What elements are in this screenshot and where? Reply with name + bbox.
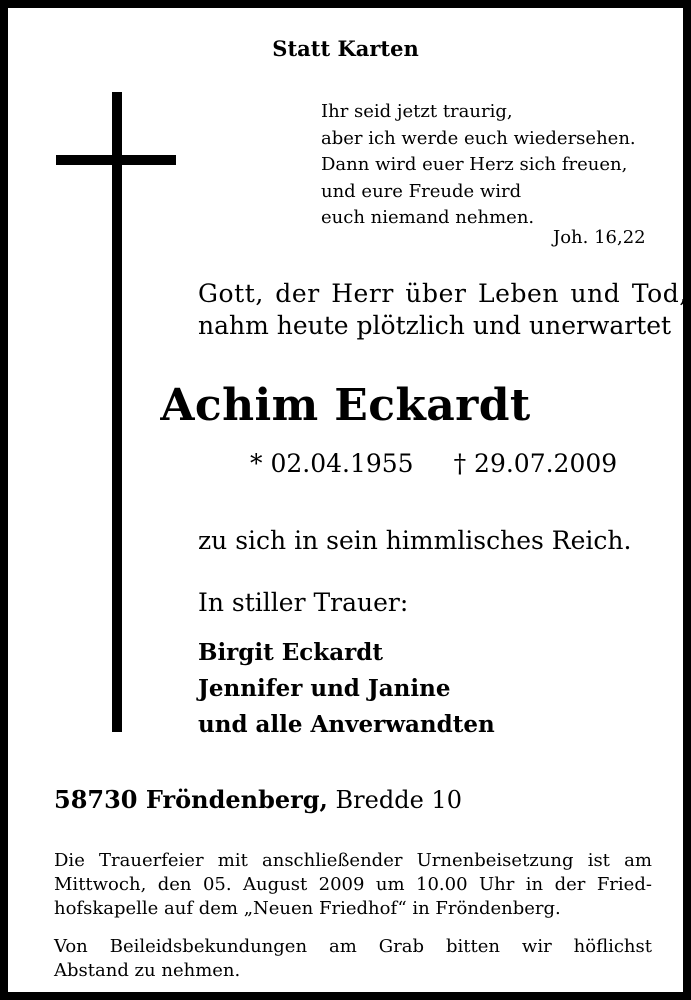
verse-line: euch niemand nehmen. xyxy=(321,207,535,228)
intro-text xyxy=(198,278,688,342)
birth-date: * 02.04.1955 xyxy=(250,449,414,478)
mourner-name: und alle Anverwandten xyxy=(198,711,495,738)
mourner-name: Birgit Eckardt xyxy=(198,639,383,666)
funeral-info-line: hofskapelle auf dem „Neuen Friedhof“ in Fröndenberg. xyxy=(54,898,561,919)
verse-line: Ihr seid jetzt traurig, xyxy=(321,101,513,122)
verse-line: und eure Freude wird xyxy=(321,180,522,202)
word: mit xyxy=(217,850,248,871)
word: ist xyxy=(587,850,610,871)
intro-line-1: Gott, der Herr über Leben und Tod, xyxy=(198,279,688,308)
condolence-info-paragraph xyxy=(54,935,652,983)
word: um xyxy=(375,874,405,895)
word: Die xyxy=(54,850,85,871)
funeral-info-line xyxy=(54,849,652,873)
funeral-info-paragraph xyxy=(54,849,652,921)
word: 2009 xyxy=(318,874,365,895)
death-date: † 29.07.2009 xyxy=(453,449,618,478)
word: höflichst xyxy=(573,936,652,957)
word: in xyxy=(525,874,544,895)
word: Grab xyxy=(378,936,425,957)
address-street: Bredde 10 xyxy=(335,786,462,814)
word: Fried- xyxy=(596,874,652,895)
word: Trauerfeier xyxy=(99,850,204,871)
verse-reference: Joh. 16,22 xyxy=(553,227,646,248)
bible-verse xyxy=(321,99,636,232)
intro-line-2: nahm heute plötzlich und unerwartet xyxy=(198,311,672,340)
cross-horizontal-bar xyxy=(56,155,176,165)
word: am xyxy=(329,936,357,957)
word: den xyxy=(157,874,192,895)
header-statt-karten: Statt Karten xyxy=(272,36,419,61)
mourning-label: In stiller Trauer: xyxy=(198,588,409,617)
verse-line: aber ich werde euch wiedersehen. xyxy=(321,127,636,149)
word: Von xyxy=(54,936,88,957)
word: anschließender xyxy=(262,850,403,871)
word: der xyxy=(554,874,586,895)
heavenly-realm-text: zu sich in sein himmlisches Reich. xyxy=(198,526,632,555)
funeral-info-line xyxy=(54,873,652,897)
word: 10.00 xyxy=(416,874,468,895)
word: Urnenbeisetzung xyxy=(416,850,574,871)
condolence-info-line xyxy=(54,935,652,959)
word: Mittwoch, xyxy=(54,874,147,895)
word: August xyxy=(243,874,308,895)
word: Uhr xyxy=(478,874,515,895)
word: wir xyxy=(521,936,552,957)
mourners-list xyxy=(198,635,495,743)
word: bitten xyxy=(445,936,500,957)
mourner-name: Jennifer und Janine xyxy=(198,675,451,702)
family-address xyxy=(54,785,462,814)
word: am xyxy=(624,850,652,871)
deceased-name: Achim Eckardt xyxy=(160,380,531,431)
verse-line: Dann wird euer Herz sich freuen, xyxy=(321,154,628,175)
word: 05. xyxy=(202,874,232,895)
condolence-info-line: Abstand zu nehmen. xyxy=(54,960,241,981)
life-dates xyxy=(250,449,617,478)
word: Beileidsbekundungen xyxy=(109,936,308,957)
address-city: 58730 Fröndenberg, xyxy=(54,785,328,814)
